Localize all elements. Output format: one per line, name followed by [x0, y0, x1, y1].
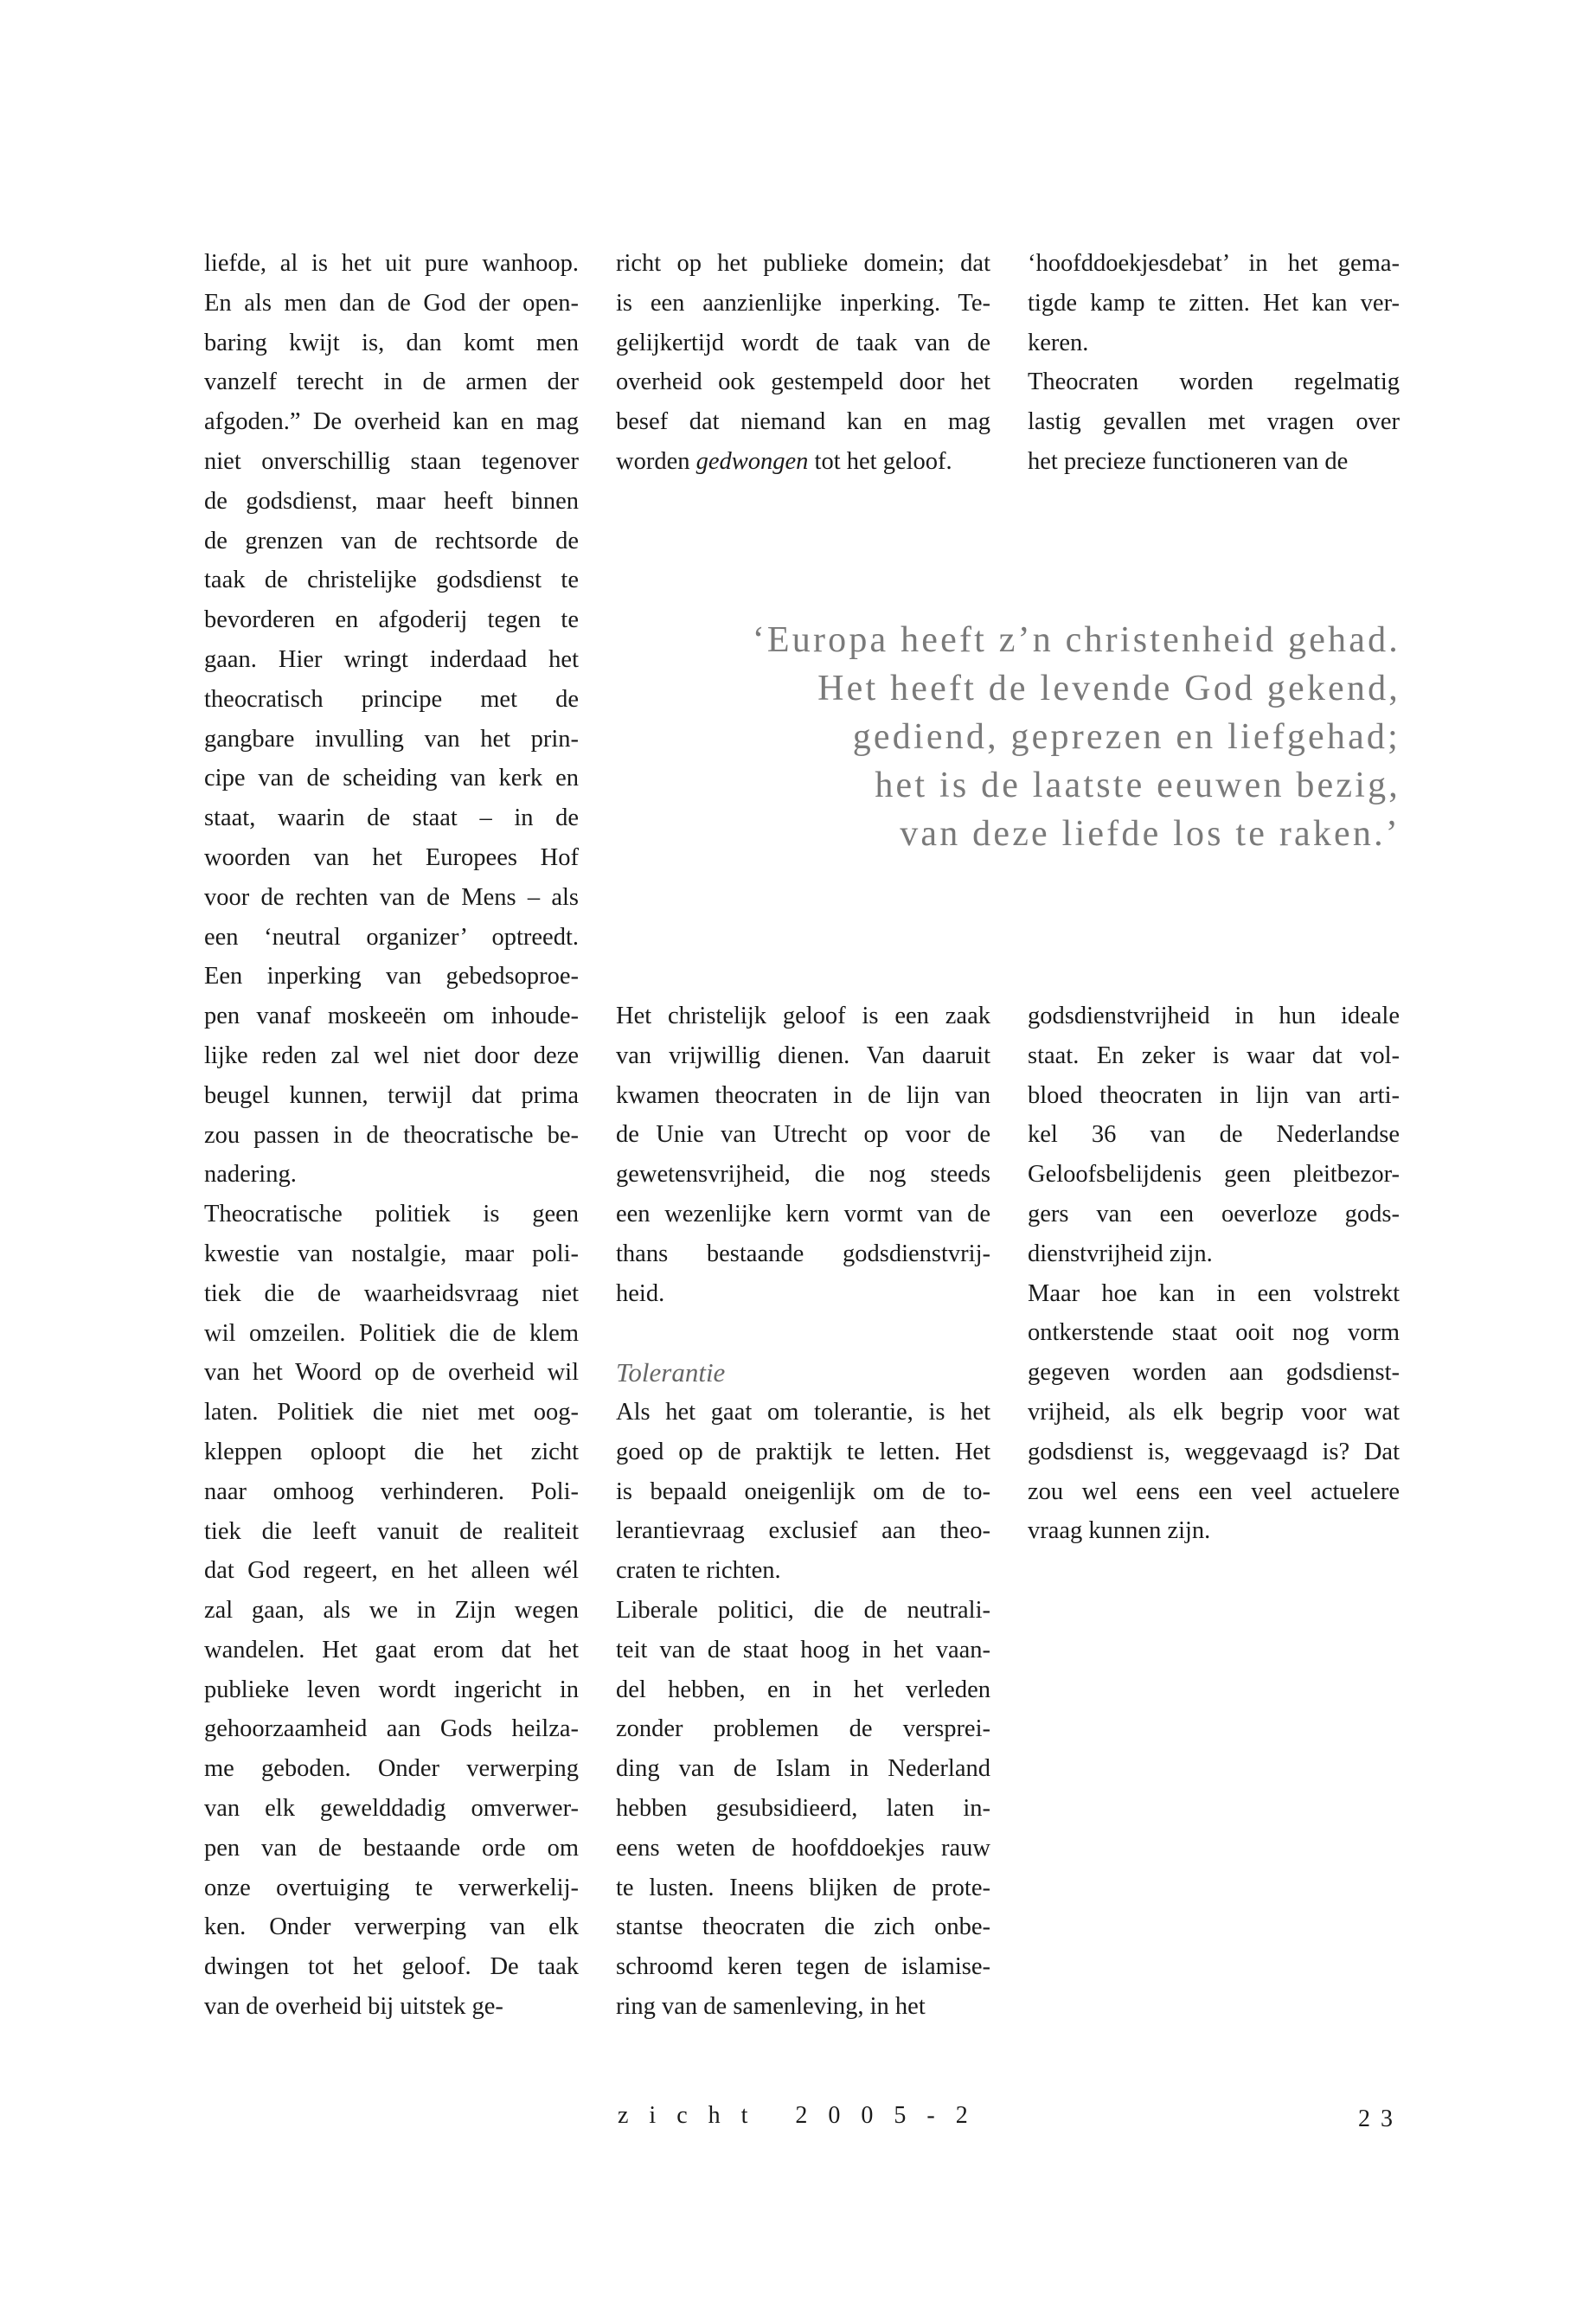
text-line: heid.: [616, 1279, 665, 1307]
text-line: gelijkertijd wordt de taak van de: [616, 329, 990, 356]
text-line: lijke reden zal wel niet door deze: [204, 1042, 579, 1069]
column-2-top: [616, 244, 990, 482]
text-line: de godsdienst, maar heeft binnen: [204, 487, 579, 515]
text-line: publieke leven wordt ingericht in: [204, 1676, 579, 1703]
text-line: goed op de praktijk te letten. Het: [616, 1438, 990, 1465]
text-line: bevorderen en afgoderij tegen te: [204, 606, 579, 634]
text-line: staat, waarin de staat – in de: [204, 804, 579, 832]
text-line: liefde, al is het uit pure wanhoop.: [204, 250, 579, 277]
text-line: godsdienst is, weggevaagd is? Dat: [1028, 1438, 1400, 1465]
paragraph-spacer: [616, 1313, 990, 1353]
text-line: wandelen. Het gaat erom dat het: [204, 1636, 579, 1663]
text-line: te lusten. Ineens blijken de prote-: [616, 1874, 990, 1901]
text-line: kel 36 van de Nederlandse: [1028, 1121, 1400, 1149]
column-2-bottom: [616, 997, 990, 2027]
text-line: ‘hoofddoekjesdebat’ in het gema-: [1028, 250, 1400, 277]
text-line: En als men dan de God der open-: [204, 289, 579, 317]
text-line: thans bestaande godsdienstvrij-: [616, 1240, 990, 1267]
text-line: tiek die leeft vanuit de realiteit: [204, 1517, 579, 1545]
text-line: woorden van het Europees Hof: [204, 843, 579, 871]
text-line: vraag kunnen zijn.: [1028, 1517, 1211, 1545]
text-line: gaan. Hier wringt inderdaad het: [204, 645, 579, 673]
text-line: gewetensvrijheid, die nog steeds: [616, 1161, 990, 1189]
pull-quote-line: Het heeft de levende God gekend,: [817, 669, 1401, 708]
text-line: voor de rechten van de Mens – als: [204, 883, 579, 911]
text-line: besef dat niemand kan en mag: [616, 408, 990, 436]
section-heading: Tolerantie: [616, 1357, 726, 1388]
text-line: cipe van de scheiding van kerk en: [204, 765, 579, 792]
text-line: theocratisch principe met de: [204, 685, 579, 713]
text-line: keren.: [1028, 329, 1089, 356]
text-line: nadering.: [204, 1161, 297, 1189]
pull-quote-line: het is de laatste eeuwen bezig,: [875, 766, 1401, 805]
text-line: ding van de Islam in Nederland: [616, 1755, 990, 1783]
text-line: overheid ook gestempeld door het: [616, 369, 990, 396]
text-line: baring kwijt is, dan komt men: [204, 329, 579, 356]
text-line: vanzelf terecht in de armen der: [204, 369, 579, 396]
text-line: van elk gewelddadig omverwer-: [204, 1795, 579, 1823]
text-line: pen van de bestaande orde om: [204, 1834, 579, 1862]
text-line: van vrijwillig dienen. Van daaruit: [616, 1042, 990, 1069]
pull-quote-line: van deze liefde los te raken.’: [900, 814, 1401, 854]
text-line: craten te richten.: [616, 1557, 781, 1585]
column-3-bottom: [1028, 997, 1400, 1551]
footer-magazine: zicht 2005-2: [618, 2102, 989, 2129]
text-line: laten. Politiek die niet met oog-: [204, 1399, 579, 1426]
text-line: is bepaald oneigenlijk om de to-: [616, 1477, 990, 1505]
text-line: gehoorzaamheid aan Gods heilza-: [204, 1715, 579, 1743]
text-line: schroomd keren tegen de islamise-: [616, 1953, 990, 1981]
text-line: Theocratische politiek is geen: [204, 1201, 579, 1228]
text-line: bloed theocraten in lijn van arti-: [1028, 1081, 1400, 1109]
text-line: kwamen theocraten in de lijn van: [616, 1081, 990, 1109]
text-line: lerantievraag exclusief aan theo-: [616, 1517, 990, 1545]
text-line: onze overtuiging te verwerkelij-: [204, 1874, 579, 1901]
pull-quote: [753, 616, 1401, 858]
text-line: een wezenlijke kern vormt van de: [616, 1200, 990, 1227]
text-line: kwestie van nostalgie, maar poli-: [204, 1240, 579, 1267]
text-line: zou wel eens een veel actuelere: [1028, 1477, 1400, 1505]
text-line: Het christelijk geloof is een zaak: [616, 1003, 990, 1029]
text-line: wil omzeilen. Politiek die de klem: [204, 1319, 579, 1347]
text-line: gegeven worden aan godsdienst-: [1028, 1359, 1400, 1387]
text-line: dwingen tot het geloof. De taak: [204, 1953, 579, 1981]
text-line: lastig gevallen met vragen over: [1028, 408, 1400, 436]
text-line: staat. En zeker is waar dat vol-: [1028, 1042, 1400, 1069]
pull-quote-line: gediend, geprezen en liefgehad;: [852, 717, 1401, 757]
text-line: tiek die de waarheidsvraag niet: [204, 1279, 579, 1307]
text-line: ken. Onder verwerping van elk: [204, 1913, 579, 1941]
text-line: afgoden.” De overheid kan en mag: [204, 408, 579, 436]
page-number: 23: [1358, 2106, 1403, 2132]
text-line: dienstvrijheid zijn.: [1028, 1240, 1213, 1267]
column-3-top: [1028, 244, 1400, 482]
emphasis-gedwongen: gedwongen: [695, 447, 809, 475]
column-1: [204, 244, 579, 2027]
text-line: zonder problemen de versprei-: [616, 1715, 990, 1743]
text-line: richt op het publieke domein; dat: [616, 250, 990, 277]
text-line: Theocraten worden regelmatig: [1028, 369, 1400, 396]
text-line: naar omhoog verhinderen. Poli-: [204, 1477, 579, 1505]
text-line: niet onverschillig staan tegenover: [204, 447, 579, 475]
text-line: hebben gesubsidieerd, laten in-: [616, 1794, 990, 1822]
text-line: de grenzen van de rechtsorde de: [204, 527, 579, 554]
text-line: zou passen in de theocratische be-: [204, 1121, 579, 1149]
text-line: eens weten de hoofddoekjes rauw: [616, 1834, 990, 1862]
text-line: vrijheid, als elk begrip voor wat: [1028, 1398, 1400, 1426]
text-line: ontkerstende staat ooit nog vorm: [1028, 1319, 1400, 1347]
text-line: pen vanaf moskeeën om inhoude-: [204, 1003, 579, 1030]
text-line: zal gaan, als we in Zijn wegen: [204, 1597, 579, 1625]
text-line: het precieze functioneren van de: [1028, 447, 1349, 475]
text-line: taak de christelijke godsdienst te: [204, 567, 579, 594]
text-line: gangbare invulling van het prin-: [204, 725, 579, 753]
text-line: van het Woord op de overheid wil: [204, 1359, 579, 1387]
text-line: me geboden. Onder verwerping: [204, 1755, 579, 1783]
text-line: tigde kamp te zitten. Het kan ver-: [1028, 289, 1400, 317]
text-line: godsdienstvrijheid in hun ideale: [1028, 1003, 1400, 1029]
text-line: gers van een oeverloze gods-: [1028, 1200, 1400, 1227]
text-line: Maar hoe kan in een volstrekt: [1028, 1279, 1400, 1307]
text-line: teit van de staat hoog in het vaan-: [616, 1636, 990, 1663]
text-line: de Unie van Utrecht op voor de: [616, 1121, 990, 1149]
text-line: van de overheid bij uitstek ge-: [204, 1993, 503, 2021]
text-line: beugel kunnen, terwijl dat prima: [204, 1081, 579, 1109]
column-2-top-last-line: worden gedwongen tot het geloof.: [616, 447, 952, 475]
pull-quote-line: ‘Europa heeft z’n christenheid gehad.: [752, 620, 1401, 660]
text-line: Een inperking van gebedsoproe-: [204, 963, 579, 990]
text-line: Geloofsbelijdenis geen pleitbezor-: [1028, 1161, 1400, 1189]
text-line: Liberale politici, die de neutrali-: [616, 1596, 990, 1624]
text-line: kleppen oploopt die het zicht: [204, 1438, 579, 1465]
text-line: del hebben, en in het verleden: [616, 1676, 990, 1703]
text-line: Als het gaat om tolerantie, is het: [616, 1398, 990, 1426]
text-line: dat God regeert, en het alleen wél: [204, 1557, 579, 1585]
text-line: is een aanzienlijke inperking. Te-: [616, 289, 990, 317]
text-line: stantse theocraten die zich onbe-: [616, 1913, 990, 1941]
text-line: een ‘neutral organizer’ optreedt.: [204, 923, 579, 951]
text-line: ring van de samenleving, in het: [616, 1992, 926, 2020]
